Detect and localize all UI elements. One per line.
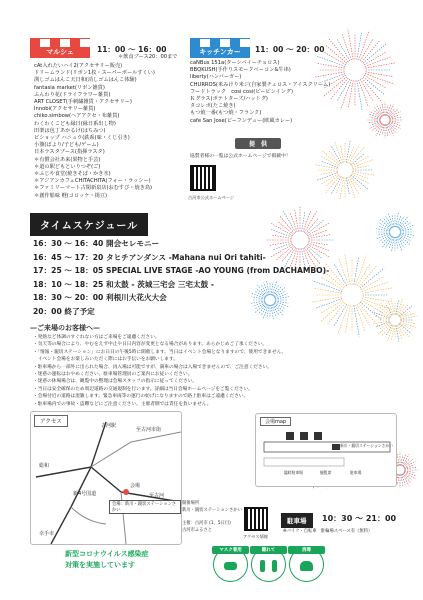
schedule-row: 18：30 ～ 20：00 利根川大花火大会 <box>33 293 167 302</box>
firework-ray <box>400 229 412 231</box>
firework-ray <box>392 237 395 252</box>
notice-line: ・迷惑の運転はおやめください。駐車場管理員のご案内にお従いください。 <box>33 372 193 378</box>
firework-ray <box>356 256 367 286</box>
firework-ray <box>400 322 416 328</box>
firework-ray <box>345 305 350 333</box>
kitchen-label: キッチンカー <box>190 47 250 58</box>
sponsor-qr-code[interactable] <box>190 165 216 191</box>
venue-map-area-temp: 臨時駐車場 <box>284 470 303 475</box>
firework-ray <box>357 80 362 111</box>
covid-badge-sanitize <box>289 547 324 582</box>
firework-ray <box>396 237 398 249</box>
covid-title-2: 対策を実施しています <box>65 561 135 569</box>
marche-item: ＊ふじや食堂(焼きそば・かき氷) <box>34 171 111 178</box>
firework-ray <box>397 474 399 485</box>
firework-ray <box>338 305 349 335</box>
kitchen-item: もつ焼一番(もつ焼・フランク) <box>190 110 262 117</box>
firework-ray <box>341 80 352 110</box>
marche-item: ＊創作船味 軽(コロッケ・揚豆) <box>34 192 108 199</box>
firework-ray <box>400 233 415 236</box>
firework-ray <box>382 124 384 135</box>
firework-ray <box>283 211 296 233</box>
firework-ray <box>391 325 394 340</box>
kitchen-item: liberty(ハンバーガー) <box>190 74 242 81</box>
access-map-label-route: 新4号国道 <box>73 491 97 497</box>
parking-label-box <box>281 513 313 528</box>
firework-ray <box>354 305 359 336</box>
access-address-line: 古河市ふるさと <box>182 528 213 533</box>
access-map <box>30 411 182 545</box>
firework-ray <box>389 117 401 119</box>
access-map-label-station: 古河駅 <box>101 423 117 429</box>
kitchen-list <box>190 60 330 125</box>
firework-ray <box>348 177 356 198</box>
parking-label: 駐車場 <box>287 517 307 525</box>
notice-line: ・駐車場内での事故・盗難などにご注意ください。主催者側では責任を負いません。 <box>33 401 212 407</box>
firework-ray <box>404 471 415 473</box>
sponsor-text: 協賛者様の一覧は公式ホームページで掲載中！ <box>190 154 291 159</box>
firework-ray <box>397 299 403 315</box>
kitchen-item: Ｋグラス(ボテトターズ/ハットグ) <box>190 96 268 103</box>
firework-ray <box>400 321 415 324</box>
firework-ray <box>403 458 410 466</box>
marche-item: ＊有償会社あ来(果物と手芸) <box>34 156 101 163</box>
firework-ray <box>389 121 400 123</box>
access-map-label-b: 至古河市街 <box>136 427 162 433</box>
marche-item: 渕しゴムはんこ天日和(消しゴムはんこ体験) <box>34 77 137 84</box>
firework-ray <box>356 305 366 332</box>
marche-item: ＊アジアンカフェCHITACHITA(フォー・ラッシー) <box>34 178 151 185</box>
kitchen-item: cafe San Jose(ビーフンデュー(欧風カレー) <box>190 117 293 124</box>
firework-ray <box>360 268 384 288</box>
firework-ray <box>404 467 416 469</box>
notice-title-text: ご来場のお客様へ <box>37 324 93 332</box>
firework-ray <box>365 57 392 67</box>
access-map-label-e: 会場 <box>130 483 141 489</box>
firework-ray <box>354 257 359 285</box>
firework-ray <box>375 316 390 319</box>
firework-ray <box>335 142 343 163</box>
firework-ray <box>401 455 403 466</box>
access-label: アクセス <box>40 419 62 425</box>
firework-ray <box>382 104 384 116</box>
marche-item: Innobi(アクセサリー雑貨) <box>34 106 96 113</box>
person-icon-left <box>260 560 265 572</box>
marche-label: マルシェ <box>30 47 90 58</box>
marche-item: ふんわり花(ドライフラワー雑貨) <box>34 91 111 98</box>
kitchen-item: BBQKUSH(手作りスモークベーコン&牛串) <box>190 67 291 74</box>
venue-map-area-seats: 観覧席 <box>320 470 332 475</box>
marche-tent-label <box>30 38 90 60</box>
marche-list <box>34 63 155 200</box>
covid-badge-distance <box>251 547 286 582</box>
firework-ray <box>388 123 396 130</box>
firework-ray <box>396 325 399 341</box>
firework-ray <box>317 173 338 181</box>
firework-ray <box>397 454 399 466</box>
firework-ray <box>386 124 388 136</box>
notice-list <box>33 334 286 408</box>
firework-ray <box>401 474 403 486</box>
firework-ray <box>373 321 389 324</box>
access-address: 新川・親切ステーションさかい <box>182 508 242 513</box>
parking-time: 10：30 ～ 21：00 <box>322 514 397 523</box>
kitchen-time: 11：00 ～ 20：00 <box>255 45 325 54</box>
firework-ray <box>373 110 381 117</box>
access-qr-code[interactable] <box>244 507 268 531</box>
access-organizer: 主催：古河市 (1、5日目) <box>182 521 231 526</box>
firework-ray <box>400 316 416 319</box>
firework-ray <box>359 31 370 61</box>
access-qr-caption: アクセス情報 <box>243 534 268 539</box>
marche-item: ART CLOSET(手刺繍雑貨・アクセサリー) <box>34 99 132 106</box>
firework-ray <box>348 80 353 108</box>
firework-ray <box>362 297 390 302</box>
kitchen-item: CHURROS(米みけり米ジ(自家製チュロス・アイスクリーム) <box>190 81 331 88</box>
firework-ray <box>271 223 293 236</box>
venue-map <box>255 413 397 487</box>
firework-ray <box>295 209 299 232</box>
notice-line: ・会場付近の道路は混雑します。緊急車両等の運行の妨げになりますので路上駐車はご遠慮ください。 <box>33 394 249 400</box>
covid-badge-mask-label: マスク着用 <box>212 546 249 554</box>
marche-time: 11：00 ～ 16：00 <box>97 45 167 54</box>
notice-line: ・当日は安全確保のため周辺道路の交通規制を行います。詳細は当日会場ホームページをご覧ください。 <box>33 386 253 392</box>
marche-item: fantasia market(リボン雑貨) <box>34 84 105 91</box>
firework-ray <box>378 233 390 235</box>
schedule-row: 16：45 ～ 17：20 タヒチアンダンス -Mahana nui Ori tahiti- <box>33 252 266 262</box>
covid-badge-mask <box>213 547 248 582</box>
sponsor-qr-caption: 古河市公式ホームページ <box>188 195 234 200</box>
firework-ray <box>391 298 394 314</box>
firework-ray <box>301 212 305 232</box>
marche-item: わくわくこども縁日(縁日系出し物) <box>34 120 116 127</box>
kitchen-item: フードトラック cosi cosi(ピーピンイング) <box>190 88 294 95</box>
mask-icon <box>224 562 237 570</box>
firework-ray <box>362 299 392 310</box>
firework-ray <box>375 229 390 232</box>
covid-badge-distance-label: 離れて <box>250 546 287 554</box>
kitchen-item: タコレボ(たこ焼き) <box>190 103 236 110</box>
firework-ray <box>362 282 389 292</box>
marche-item: ピショップ ハニュウ(鉄系(味・くじ引き) <box>34 135 130 142</box>
marche-item: ＊ファミリーマート古閑新泉店(おむすび・焼き鳥) <box>34 185 153 192</box>
schedule-row: 18：10 ～ 18：25 和太鼓 - 茨城三宅会 三宅太鼓 - <box>33 279 214 289</box>
parking-note: ※バイク・自転車 駐輪場スペース有（無料） <box>283 529 373 534</box>
access-address-title: 開催場所 <box>182 501 200 506</box>
schedule-row: 17：25 ～ 18：05 SPECIAL LIVE STAGE -AO YOUNG (from DACHAMBO)- <box>33 266 330 275</box>
firework-ray <box>348 29 353 60</box>
firework-ray <box>315 165 337 169</box>
firework-ray <box>369 121 381 123</box>
firework-ray <box>328 38 348 62</box>
firework-ray <box>396 300 399 315</box>
notice-line: ・駐車場から一部外に出られた場合、再入場は可能ですが、満車の場合は入場できませんので、ご注意ください。 <box>33 364 272 370</box>
access-map-label-d: 総和 <box>39 463 50 469</box>
notice-line: イベント会場をお楽しみいただく際にはお手伝いをお願いします。 <box>33 357 178 363</box>
firework-ray <box>346 140 350 162</box>
access-venue-label: 会場：新川・親切ステーションさかい <box>109 500 181 514</box>
venue-map-station: 新川・親切ステーションさかい <box>340 443 393 448</box>
firework-ray <box>388 108 395 116</box>
marche-item: ＊道の駅どもといりつぞ(ご) <box>34 163 101 170</box>
covid-badge-sanitize-label: 消毒 <box>288 546 325 554</box>
firework-ray <box>375 123 382 131</box>
firework-ray <box>357 32 362 60</box>
firework-ray <box>352 171 374 175</box>
firework-ray <box>362 78 382 102</box>
notice-line: ・発熱など体調のすぐれない方はご来場をご遠慮ください。 <box>33 335 160 340</box>
firework-ray <box>363 43 387 63</box>
person-icon-right <box>272 560 277 572</box>
firework-ray <box>386 105 388 116</box>
firework-ray <box>396 212 399 227</box>
notice-title: —ご来場のお客様へ— <box>30 324 100 332</box>
firework-ray <box>340 177 344 199</box>
kitchen-item: caNBus 151a(ターシバイーチョロス) <box>190 60 280 66</box>
covid-title-1: 新型コロナウイルス感染症 <box>65 550 149 558</box>
access-map-label-a: 至古河 <box>149 493 165 499</box>
venue-map-area-parking: 駐車場 <box>350 470 362 475</box>
marche-item: 小籏(ばより/子ども/ゲーム) <box>34 142 99 149</box>
firework-ray <box>307 223 329 236</box>
hand-icon <box>300 561 313 571</box>
timeschedule-list <box>33 237 329 318</box>
marche-item: 田楽は包丁あかるけ(はちみつ) <box>34 127 106 134</box>
notice-line: ・「情報・親切ステーション」にお日日の午後5時に開催します。当日はイベント会場となりますので、使用できません。 <box>33 349 287 355</box>
access-map-label-c: 幸手市 <box>39 531 55 537</box>
firework-ray <box>359 80 369 107</box>
firework-ray <box>365 63 396 68</box>
timeschedule-title: タイムスケジュール <box>30 213 148 236</box>
firework-ray <box>304 211 317 233</box>
schedule-row: 20：00 終了予定 <box>33 306 95 316</box>
marche-item: cAt入れたいハイ2(アクセサリー販売) <box>34 63 123 69</box>
marche-sub-time: ＊飲食ブース20：00まで <box>118 54 178 60</box>
firework-ray <box>339 258 349 285</box>
firework-ray <box>365 74 395 85</box>
marche-item: chiko.simbow(ヘアアクセ・布雑貨) <box>34 113 120 120</box>
notice-line: ・迷惑の休場場合は、観覧中の整理は会場スタッフの指示に従ってください。 <box>33 379 198 385</box>
firework-ray <box>362 288 393 293</box>
kitchen-tent-label <box>190 38 250 60</box>
marche-item: ドリームランド(リボン1枚・スーパーボールすくい) <box>34 70 155 77</box>
marche-item: 日本ラスタブース(指揮ラスタ) <box>34 149 105 156</box>
firework-ray <box>352 160 373 168</box>
firework-ray <box>345 254 350 285</box>
schedule-row: 16：30 ～ 16：40 開会セレモニー <box>33 239 160 248</box>
firework-ray <box>387 325 393 341</box>
firework-ray <box>342 33 352 60</box>
notice-line: ・気天等の場合により、やむをえず中止や日日内容が変更となる場合があります。あらかじめご了承ください。 <box>33 342 268 348</box>
firework-ray <box>370 117 381 119</box>
firework-ray <box>392 215 394 227</box>
firework-ray <box>365 72 393 77</box>
firework-ray <box>403 473 411 480</box>
sponsor-label: 提 供 <box>235 138 281 149</box>
venue-map-label: 会場map <box>265 419 287 425</box>
